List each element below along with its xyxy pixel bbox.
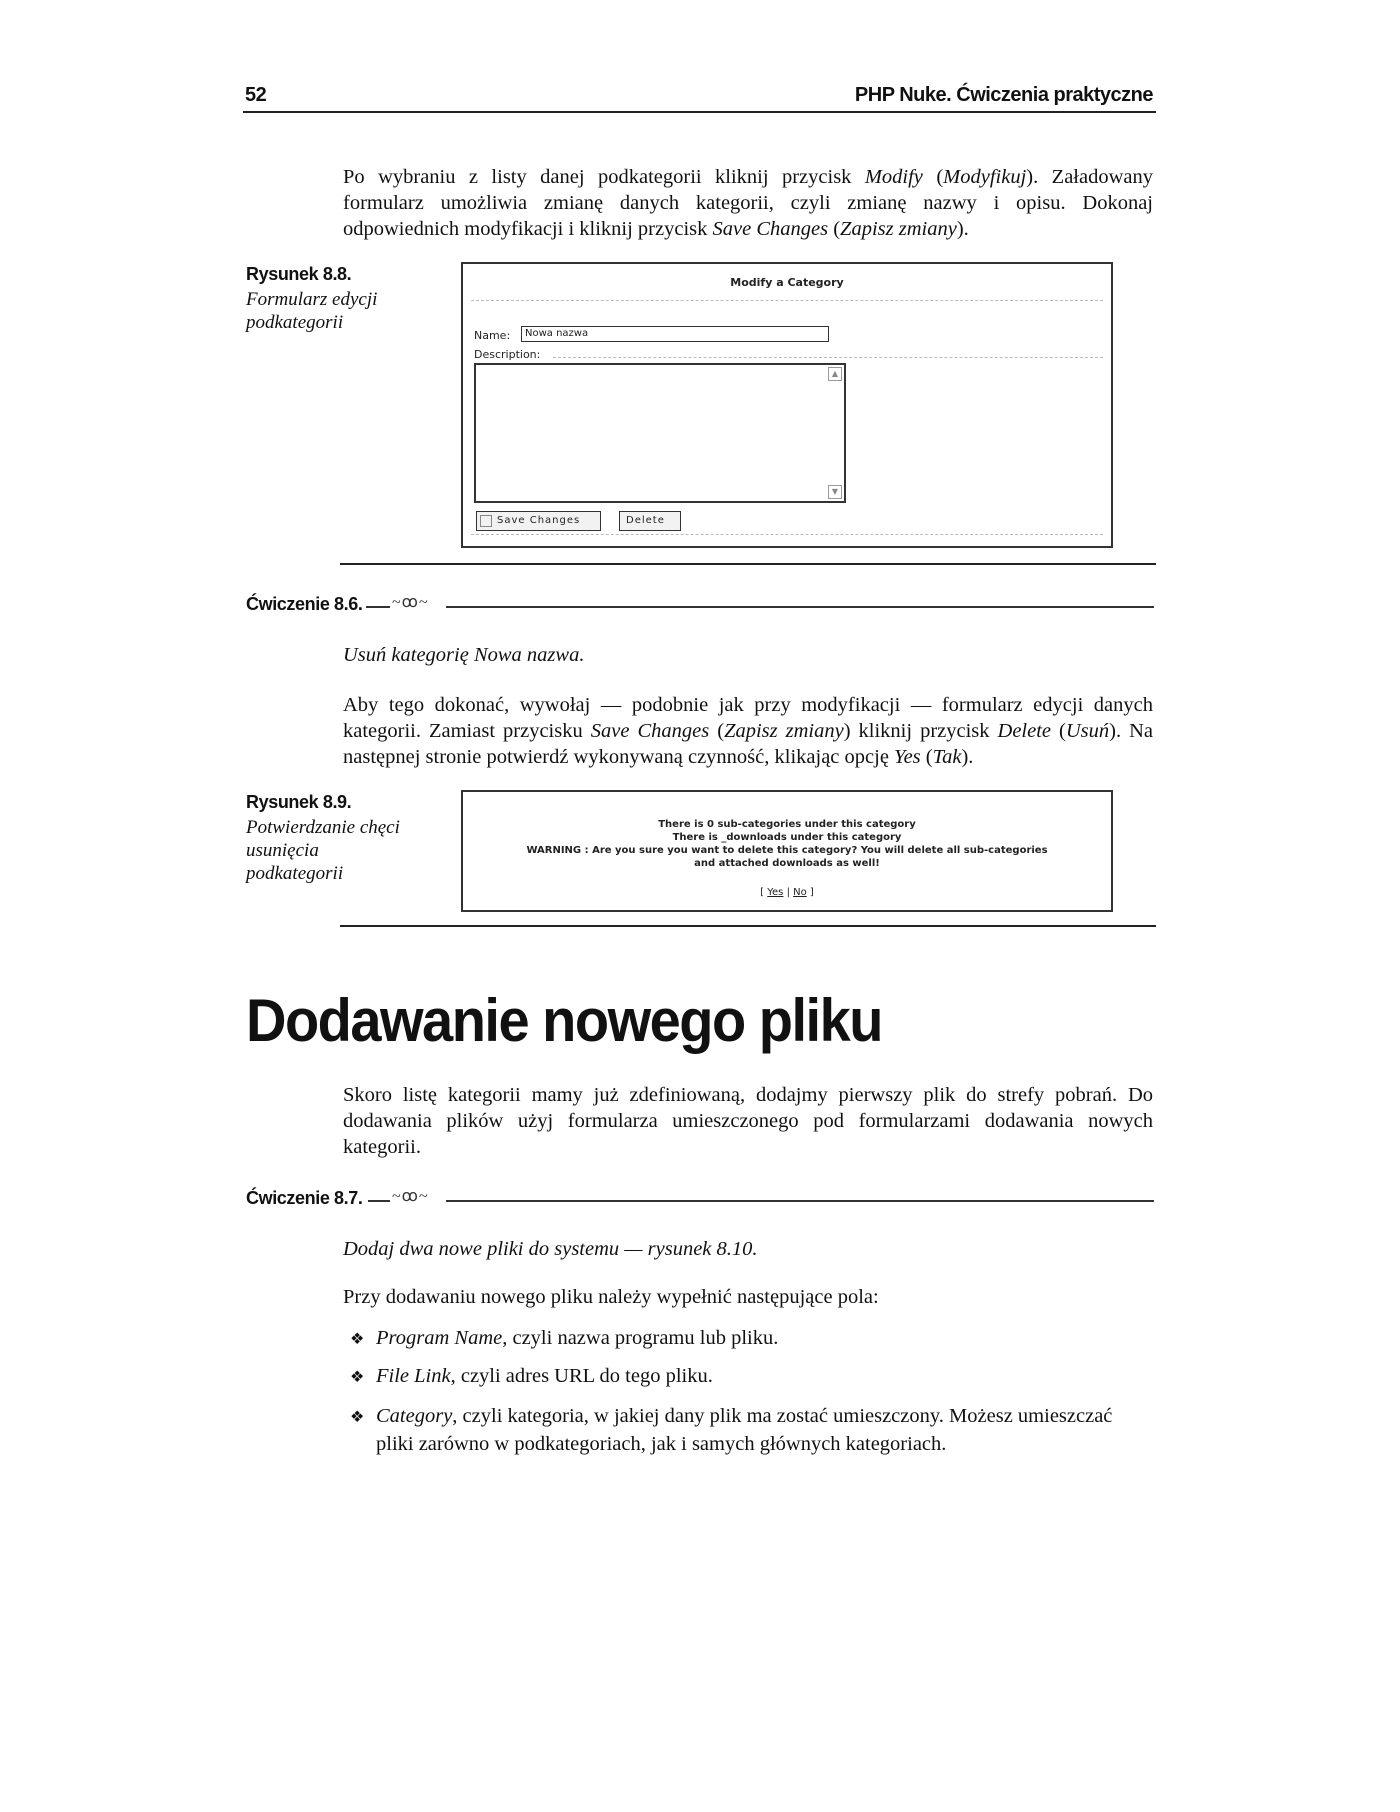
exercise-8-6-body: Aby tego dokonać, wywołaj — podobnie jak przy modyfikacji — formularz edycji danych kategorii. Zamiast przycisku Save Changes (Zapisz zmiany) kliknij przycisk Delete (Usuń). Na następnej stronie potwierdź wykonywaną czynność, klikając opcję Yes (Tak). bbox=[343, 694, 1154, 768]
figure-8-9-caption: Potwierdzanie chęci usunięcia podkategorii bbox=[246, 817, 400, 884]
figure-8-9-title: Rysunek 8.9. bbox=[246, 792, 352, 812]
list-item: ❖ File Link, czyli adres URL do tego pliku. bbox=[350, 1363, 1150, 1391]
downloads-count-text: There is _downloads under this category bbox=[672, 832, 902, 843]
scroll-down-icon[interactable]: ▼ bbox=[828, 485, 842, 499]
header-rule bbox=[243, 111, 1156, 113]
section-heading: Dodawanie nowego pliku bbox=[246, 986, 882, 1055]
warning-text: WARNING : Are you sure you want to delete this category? You will delete all sub-categories bbox=[526, 845, 1048, 856]
exercise-rule-left bbox=[366, 606, 390, 608]
subcategory-count-text: There is 0 sub-categories under this category bbox=[658, 819, 916, 830]
screen-title: Modify a Category bbox=[730, 276, 844, 289]
ornament-icon: ~ꝏ~ bbox=[392, 1188, 429, 1205]
warning-text-cont: and attached downloads as well! bbox=[694, 858, 880, 869]
description-textarea[interactable] bbox=[474, 363, 846, 503]
exercise-rule-left bbox=[368, 1200, 390, 1202]
exercise-8-6-task: Usuń kategorię Nowa nazwa. bbox=[343, 644, 585, 666]
exercise-8-7-task: Dodaj dwa nowe pliki do systemu — rysunek 8.10. bbox=[343, 1238, 758, 1260]
name-input[interactable]: Nowa nazwa bbox=[521, 326, 829, 342]
list-item: ❖ Category, czyli kategoria, w jakiej dany plik ma zostać umieszczony. Możesz umieszczać pliki zarówno w podkategoriach, jak i samych głównych kategoriach. bbox=[350, 1405, 1113, 1455]
diamond-bullet-icon: ❖ bbox=[350, 1409, 365, 1426]
exercise-rule-right bbox=[446, 606, 1154, 608]
name-label: Name: bbox=[474, 329, 511, 342]
description-label: Description: bbox=[474, 348, 541, 361]
figure-8-8-title: Rysunek 8.8. bbox=[246, 264, 352, 284]
figure-bottom-rule bbox=[340, 563, 1156, 565]
ornament-icon: ~ꝏ~ bbox=[392, 594, 429, 611]
textarea-scrollbar[interactable] bbox=[828, 367, 842, 499]
figure-8-8-caption: Formularz edycji podkategorii bbox=[246, 289, 378, 333]
yes-link[interactable]: Yes bbox=[767, 887, 784, 898]
exercise-8-7-intro: Przy dodawaniu nowego pliku należy wypełnić następujące pola: bbox=[343, 1286, 879, 1308]
figure-bottom-rule bbox=[340, 925, 1156, 927]
no-link[interactable]: No bbox=[793, 887, 807, 898]
yes-no-options: [ Yes | No ] bbox=[760, 887, 814, 898]
diamond-bullet-icon: ❖ bbox=[350, 1331, 365, 1348]
save-changes-button[interactable]: Save Changes bbox=[476, 511, 601, 531]
exercise-8-7-title: Ćwiczenie 8.7. bbox=[246, 1188, 363, 1208]
scroll-up-icon[interactable]: ▲ bbox=[828, 367, 842, 381]
save-icon bbox=[480, 515, 492, 527]
exercise-rule-right bbox=[446, 1200, 1154, 1202]
intro-paragraph: Po wybraniu z listy danej podkategorii kliknij przycisk Modify (Modyfikuj). Załadowany formularz umożliwia zmianę danych kategorii, czyli zmianę nazwy i opisu. Dokonaj odpowiednich modyfikacji i kliknij przycisk Save Changes (Zapisz zmiany). bbox=[343, 166, 1153, 240]
delete-button[interactable]: Delete bbox=[619, 511, 681, 531]
delete-confirmation-screenshot bbox=[461, 790, 1113, 912]
modify-category-screenshot bbox=[461, 262, 1113, 548]
page-number: 52 bbox=[245, 84, 267, 106]
exercise-8-6-title: Ćwiczenie 8.6. bbox=[246, 594, 363, 614]
section-paragraph: Skoro listę kategorii mamy już zdefiniowaną, dodajmy pierwszy plik do strefy pobrań. Do dodawania plików użyj formularza umieszczonego pod formularzami dodawania nowych kategorii. bbox=[343, 1084, 1153, 1158]
running-header-title: PHP Nuke. Ćwiczenia praktyczne bbox=[854, 84, 1153, 106]
list-item: ❖ Program Name, czyli nazwa programu lub pliku. bbox=[350, 1325, 1150, 1353]
diamond-bullet-icon: ❖ bbox=[350, 1369, 365, 1386]
